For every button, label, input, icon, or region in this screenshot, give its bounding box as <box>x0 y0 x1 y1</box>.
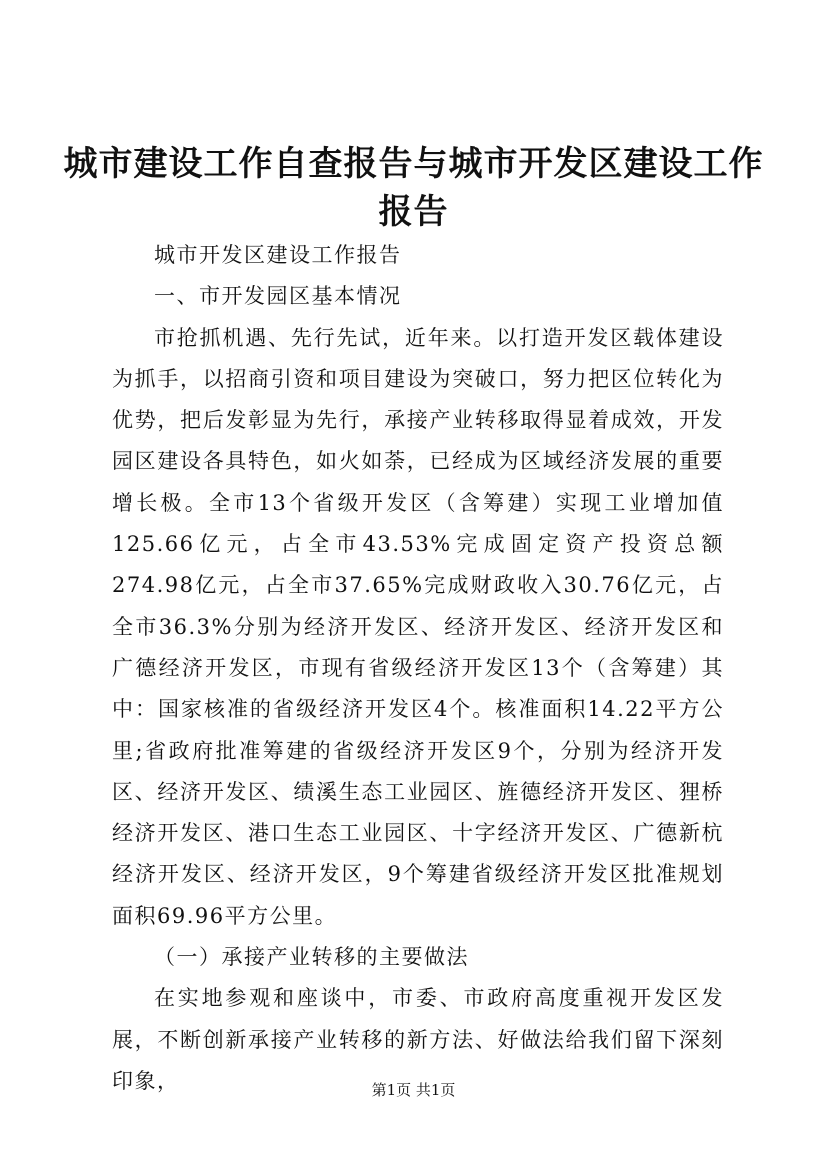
page-footer: 第1页 共1页 <box>371 1081 456 1099</box>
paragraph-subtitle: 城市开发区建设工作报告 <box>154 243 402 267</box>
paragraph-continuation: 在实地参观和座谈中，市委、市政府高度重视开发区发展，不断创新承接产业转移的新方法、好做法给我们留下深刻印象， <box>112 986 724 1093</box>
paragraph-section-heading: 一、市开发园区基本情况 <box>154 284 402 309</box>
document-title: 城市建设工作自查报告与城市开发区建设工作报告 <box>63 144 764 232</box>
paragraph-subsection-heading: （一）承接产业转移的主要做法 <box>154 945 469 970</box>
document-body <box>112 235 724 1102</box>
paragraph-main: 市抢抓机遇、先行先试，近年来。以打造开发区载体建设为抓手，以招商引资和项目建设为突破口，努力把区位转化为优势，把后发彰显为先行，承接产业转移取得显着成效，开发园区建设各具特色，如火如荼，已经成为区域经济发展的重要增长极。全市13个省级开发区（含筹建）实现工业增加值125.66亿元，占全市43.53%完成固定资产投资总额274.98亿元，占全市37.65%完成财政收入30.76亿元，占全市36.3%分别为经济开发区、经济开发区、经济开发区和广德经济开发区，市现有省级经济开发区13个（含筹建）其中：国家核准的省级经济开发区4个。核准面积14.22平方公里;省政府批准筹建的省级经济开发区9个，分别为经济开发区、经济开发区、绩溪生态工业园区、旌德经济开发区、狸桥经济开发区、港口生态工业园区、十字经济开发区、广德新杭经济开发区、经济开发区，9个筹建省级经济开发区批准规划面积69.96平方公里。 <box>112 325 724 928</box>
